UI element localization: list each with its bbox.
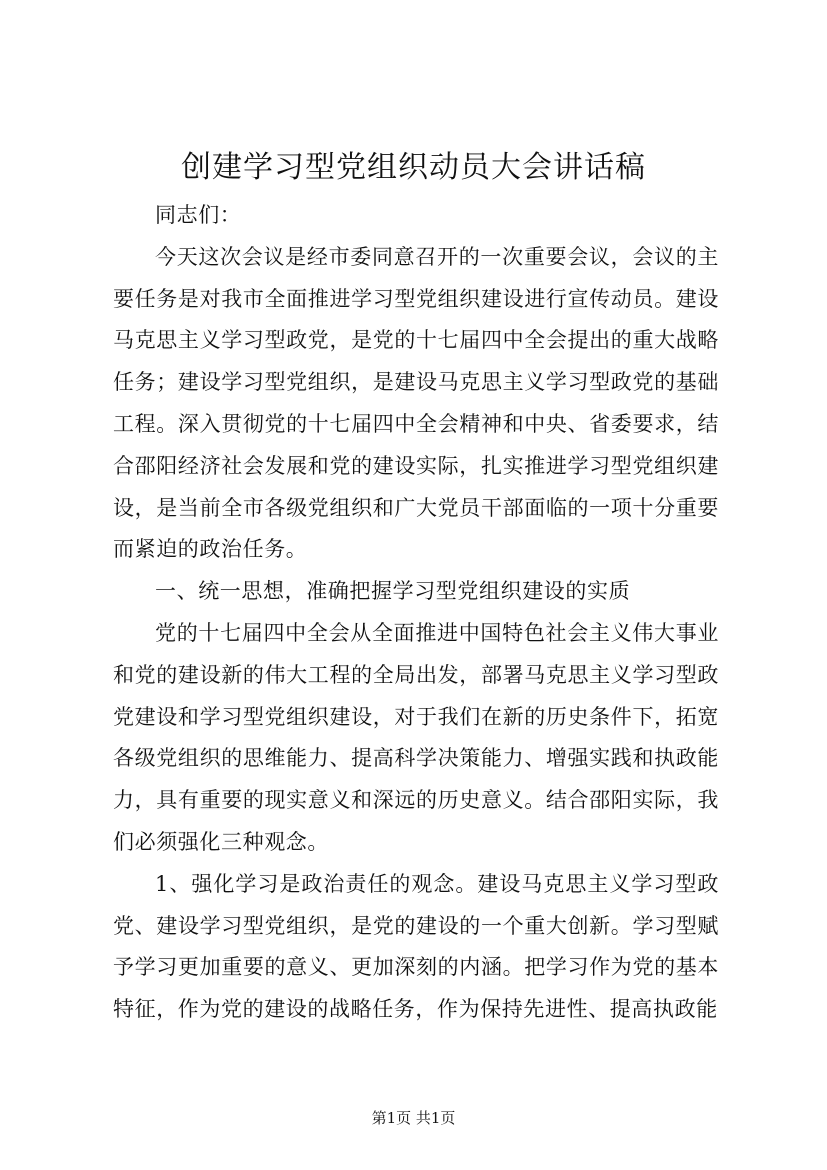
salutation-paragraph: 同志们： [155,203,242,227]
body-paragraph: 1、强化学习是政治责任的观念。建设马克思主义学习型政党、建设学习型党组织，是党的建设的一个重大创新。学习型赋予学习更加重要的意义、更加深刻的内涵。把学习作为党的基本特征，作为党的建设的战略任务，作为保持先进性、提高执政能 [113,871,719,1022]
section-heading: 一、统一思想，准确把握学习型党组织建设的实质 [155,579,631,604]
document-body [113,195,719,1031]
document-title: 创建学习型党组织动员大会讲话稿 [181,150,646,185]
page-number-footer: 第1页 共1页 [371,1109,456,1127]
body-paragraph: 党的十七届四中全会从全面推进中国特色社会主义伟大事业和党的建设新的伟大工程的全局出发，部署马克思主义学习型政党建设和学习型党组织建设，对于我们在新的历史条件下，拓宽各级党组织的思维能力、提高科学决策能力、增强实践和执政能力，具有重要的现实意义和深远的历史意义。结合邵阳实际，我们必须强化三种观念。 [113,620,719,854]
intro-paragraph: 今天这次会议是经市委同意召开的一次重要会议，会议的主要任务是对我市全面推进学习型党组织建设进行宣传动员。建设马克思主义学习型政党，是党的十七届四中全会提出的重大战略任务；建设学习型党组织，是建设马克思主义学习型政党的基础工程。深入贯彻党的十七届四中全会精神和中央、省委要求，结合邵阳经济社会发展和党的建设实际，扎实推进学习型党组织建设，是当前全市各级党组织和广大党员干部面临的一项十分重要而紧迫的政治任务。 [113,244,719,562]
